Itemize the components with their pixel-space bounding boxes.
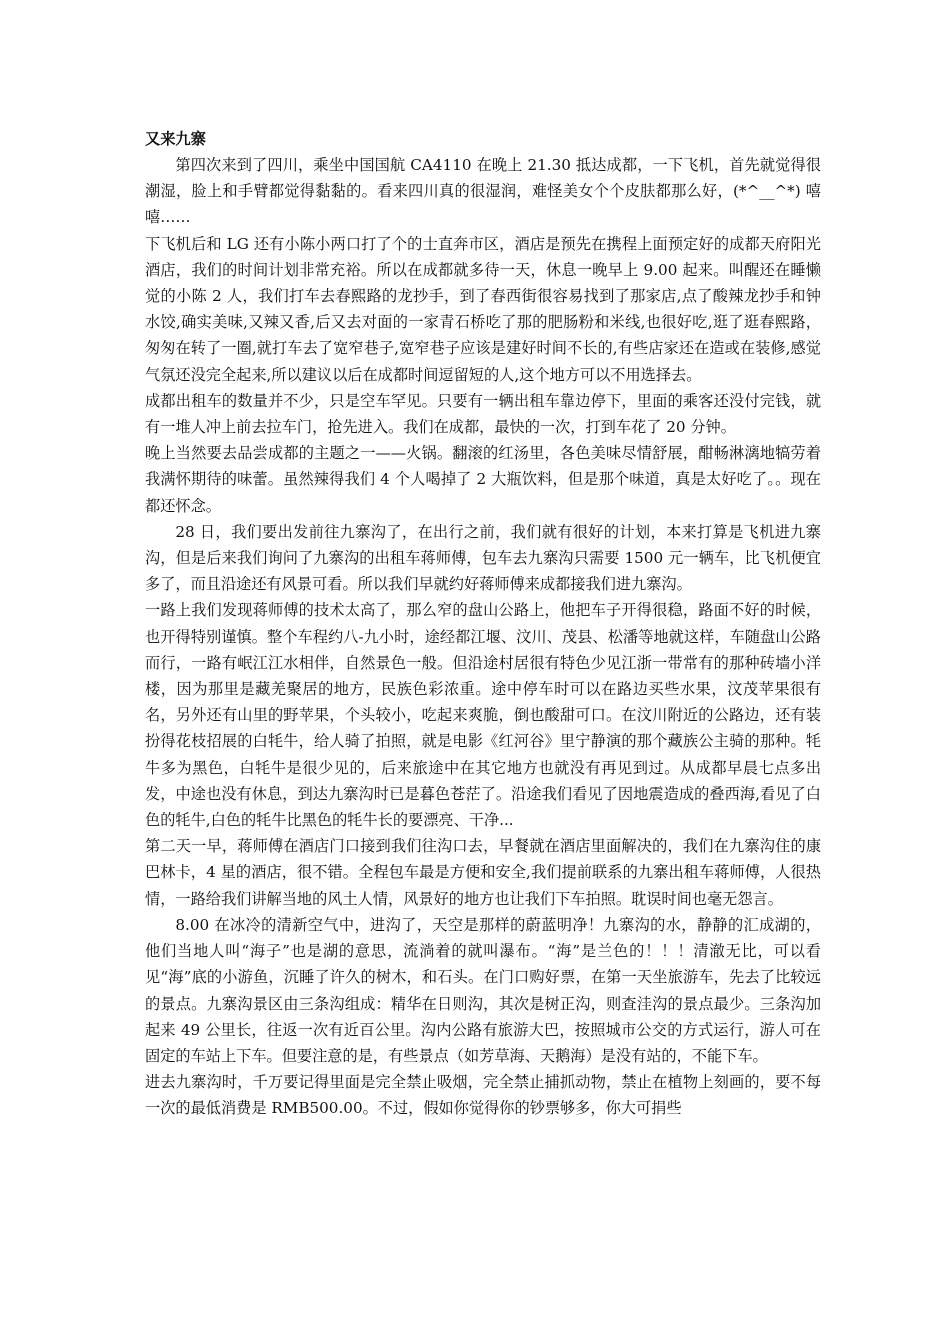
- document-title: 又来九寨: [145, 130, 206, 148]
- document-page: [145, 126, 821, 1122]
- paragraph-jiuzhaigou-scenery: 8.00 在冰冷的清新空气中，进沟了，天空是那样的蔚蓝明净！九寨沟的水，静静的汇成湖的，他们当地人叫“海子”也是湖的意思，流淌着的就叫瀑布。“海”是兰色的！！！清澈无比，可以看见“海”底的小游鱼，沉睡了许久的树木，和石头。在门口购好票，在第一天坐旅游车，先去了比较远的景点。九寨沟景区由三条沟组成：精华在日则沟，其次是树正沟，则查洼沟的景点最少。三条沟加起来 49 公里长，往返一次有近百公里。沟内公路有旅游大巴，按照城市公交的方式运行，游人可在固定的车站上下车。但要注意的是，有些景点（如芳草海、天鹅海）是没有站的，不能下车。: [145, 915, 821, 1065]
- paragraph-hotpot: 晚上当然要去品尝成都的主题之一——火锅。翻滚的红汤里，各色美味尽情舒展，酣畅淋漓地犒劳着我满怀期待的味蕾。虽然辣得我们 4 个人喝掉了 2 大瓶饮料，但是那个味道，真是太好吃了。。现在都还怀念。: [145, 444, 821, 515]
- paragraph-rules: 进去九寨沟时，千万要记得里面是完全禁止吸烟，完全禁止捕抓动物，禁止在植物上刻画的，要不每一次的最低消费是 RMB500.00。不过，假如你觉得你的钞票够多，你大可捐些: [145, 1073, 821, 1118]
- paragraph-arrival: 第四次来到了四川，乘坐中国国航 CA4110 在晚上 21.30 抵达成都，一下飞机，首先就觉得很潮湿，脸上和手臂都觉得黏黏的。看来四川真的很湿润，难怪美女个个皮肤都那么好，(*^__^*) 嘻嘻……: [145, 156, 821, 227]
- paragraph-road-trip: 一路上我们发现蒋师傅的技术太高了，那么窄的盘山公路上，他把车子开得很稳，路面不好的时候，也开得特别谨慎。整个车程约八-九小时，途经都江堰、汶川、茂县、松潘等地就这样，车随盘山公路而行，一路有岷江江水相伴，自然景色一般。但沿途村居很有特色少见江浙一带常有的那种砖墙小洋楼，因为那里是藏羌聚居的地方，民族色彩浓重。途中停车时可以在路边买些水果，汶茂苹果很有名，另外还有山里的野苹果，个头较小，吃起来爽脆，倒也酸甜可口。在汶川附近的公路边，还有装扮得花枝招展的白牦牛，给人骑了拍照，就是电影《红河谷》里宁静演的那个藏族公主骑的那种。牦牛多为黑色，白牦牛是很少见的，后来旅途中在其它地方也就没有再见到过。从成都早晨七点多出发，中途也没有休息，到达九寨沟时已是暮色苍茫了。沿途我们看见了因地震造成的叠西海,看见了白色的牦牛,白色的牦牛比黑色的牦牛长的要漂亮、干净...: [145, 601, 821, 830]
- paragraph-departure-plan: 28 日，我们要出发前往九寨沟了，在出行之前，我们就有很好的计划，本来打算是飞机进九寨沟，但是后来我们询问了九寨沟的出租车蒋师傅，包车去九寨沟只需要 1500 元一辆车，比飞机便宜多了，而且沿途还有风景可看。所以我们早就约好蒋师傅来成都接我们进九寨沟。: [145, 522, 821, 594]
- paragraph-taxi: 成都出租车的数量并不少，只是空车罕见。只要有一辆出租车靠边停下，里面的乘客还没付完钱，就有一堆人冲上前去拉车门，抢先进入。我们在成都，最快的一次，打到车花了 20 分钟。: [145, 391, 821, 437]
- paragraph-chengdu-day: 下飞机后和 LG 还有小陈小两口打了个的士直奔市区，酒店是预先在携程上面预定好的成都天府阳光酒店，我们的时间计划非常充裕。所以在成都就多待一天，休息一晚早上 9.00 起来。叫醒还在睡懒觉的小陈 2 人，我们打车去春熙路的龙抄手，到了春西街很容易找到了那家店,点了酸辣龙抄手和钟水饺,确实美味,又辣又香,后又去对面的一家青石桥吃了那的肥肠粉和米线,也很好吃,逛了逛春熙路，匆匆在转了一圈,就打车去了宽窄巷子,宽窄巷子应该是建好时间不长的,有些店家还在造或在装修,感觉气氛还没完全起来,所以建议以后在成都时间逗留短的人,这个地方可以不用选择去。: [145, 234, 821, 384]
- paragraph-next-morning: 第二天一早，蒋师傅在酒店门口接到我们往沟口去，早餐就在酒店里面解决的，我们在九寨沟住的康巴林卡，4 星的酒店，很不错。全程包车最是方便和安全,我们提前联系的九寨出租车蒋师傅，人很热情，一路给我们讲解当地的风土人情，风景好的地方也让我们下车拍照。耽误时间也毫无怨言。: [145, 837, 821, 908]
